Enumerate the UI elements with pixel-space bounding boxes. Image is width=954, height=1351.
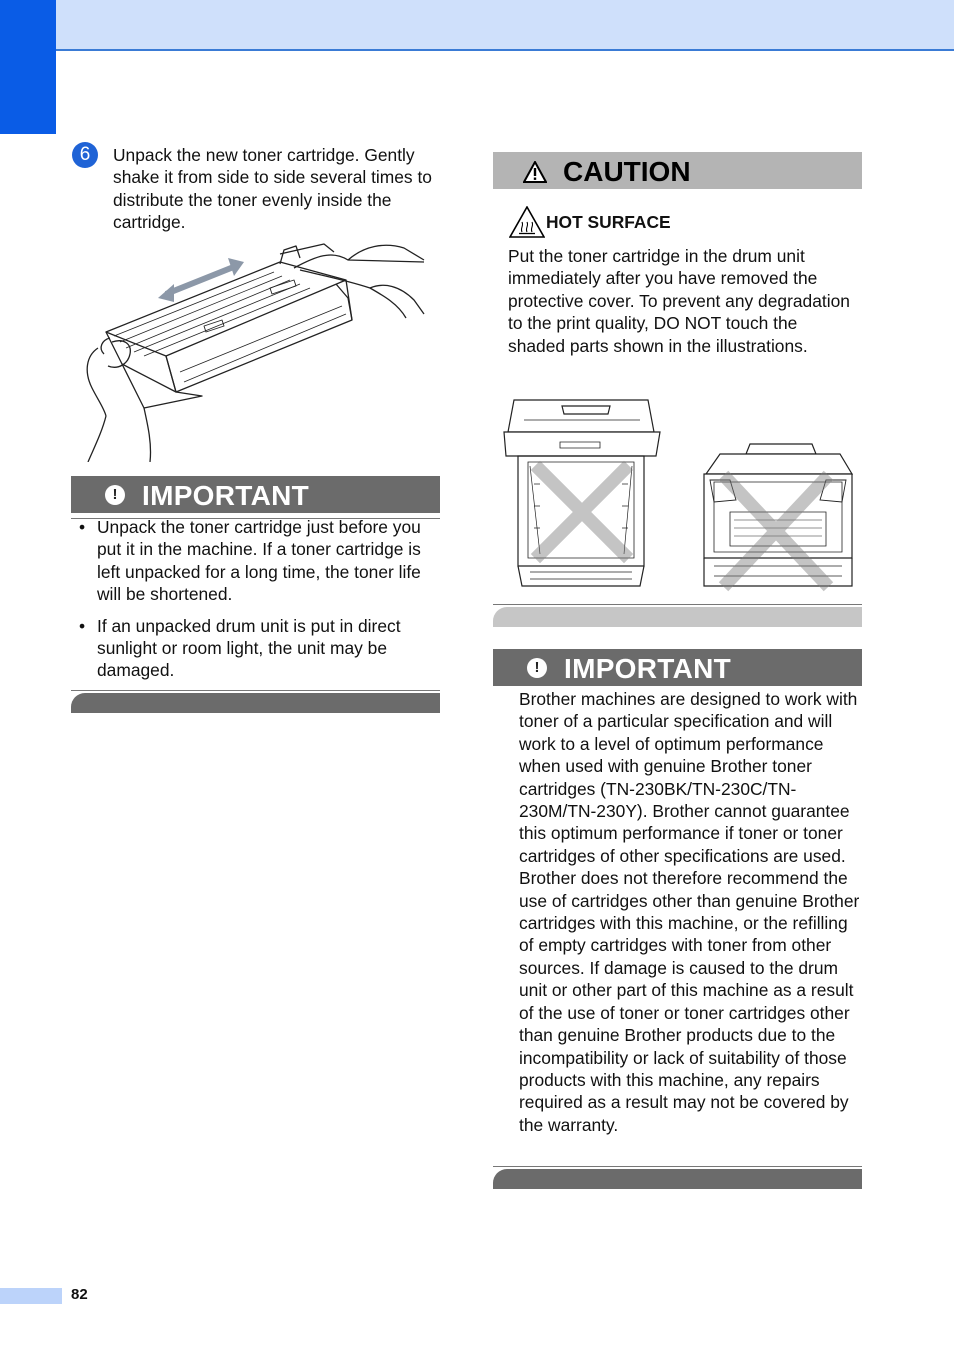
important-title-2: IMPORTANT (564, 653, 732, 684)
bullet-text: If an unpacked drum unit is put in direct sunlight or room light, the unit may be damaged. (97, 615, 401, 681)
caution-title: CAUTION (563, 156, 691, 187)
exclamation-circle-icon: ! (105, 485, 125, 505)
list-item: • If an unpacked drum unit is put in direct sunlight or room light, the unit may be damaged. (79, 615, 401, 681)
important-divider-bottom-2 (493, 1166, 862, 1167)
important-title-1: IMPORTANT (142, 480, 310, 511)
important-bullet-list-1 (71, 516, 440, 691)
bullet-text: Unpack the toner cartridge just before you put it in the machine. If a toner cartridge is left unpacked for a long time, the toner life will be shortened. (97, 517, 421, 605)
hot-surface-icon (509, 206, 545, 238)
hot-surface-label: HOT SURFACE (546, 212, 671, 232)
important-banner-2 (493, 649, 862, 686)
caution-text: Put the toner cartridge in the drum unit immediately after you have removed the protective cover. To prevent any degradation to the print quality, DO NOT touch the shaded parts shown in the illustrations. (508, 246, 850, 356)
important-text-2: Brother machines are designed to work with toner of a particular specification and will work to a level of optimum performance when used with genuine Brother toner cartridges (TN-230BK/TN-230C/TN-230M/TN-230Y). Brother cannot guarantee this optimum performance if toner or toner cartridges of other specifications are used. Brother does not therefore recommend the use of cartridges other than genuine Brother cartridges with this machine, or the refilling of empty cartridges with toner from other sources. If damage is caused to the drum unit or other part of this machine as a result of the use of toner or toner cartridges other than genuine Brother products due to the incompatibility or lack of suitability of those products with this machine, any repairs required as a result may not be covered by the warranty. (519, 689, 860, 1135)
caution-divider-bottom (493, 604, 862, 605)
printer-back-open-illustration (700, 440, 854, 592)
caution-banner (493, 152, 862, 189)
toner-cartridge-shaking-illustration (84, 240, 440, 462)
step-number-6-icon: 6 (72, 142, 98, 168)
important-footer-bar-1 (71, 693, 440, 713)
important-banner-1 (71, 476, 440, 513)
printer-front-open-illustration (500, 396, 662, 592)
header-band (0, 0, 954, 51)
step-text: Unpack the new toner cartridge. Gently shake it from side to side several times to distribute the toner evenly inside the cartridge. (113, 145, 432, 233)
warning-triangle-icon (523, 161, 547, 183)
page-number: 82 (71, 1286, 88, 1303)
list-item: • Unpack the toner cartridge just before you put it in the machine. If a toner cartridge is left unpacked for a long time, the toner life will be shortened. (79, 517, 421, 605)
caution-footer-bar (493, 607, 862, 627)
exclamation-circle-icon: ! (527, 658, 547, 678)
chapter-tab (0, 0, 56, 134)
important-footer-bar-2 (493, 1169, 862, 1189)
page-tab (0, 1288, 62, 1304)
important-divider-bottom-1 (71, 690, 440, 691)
